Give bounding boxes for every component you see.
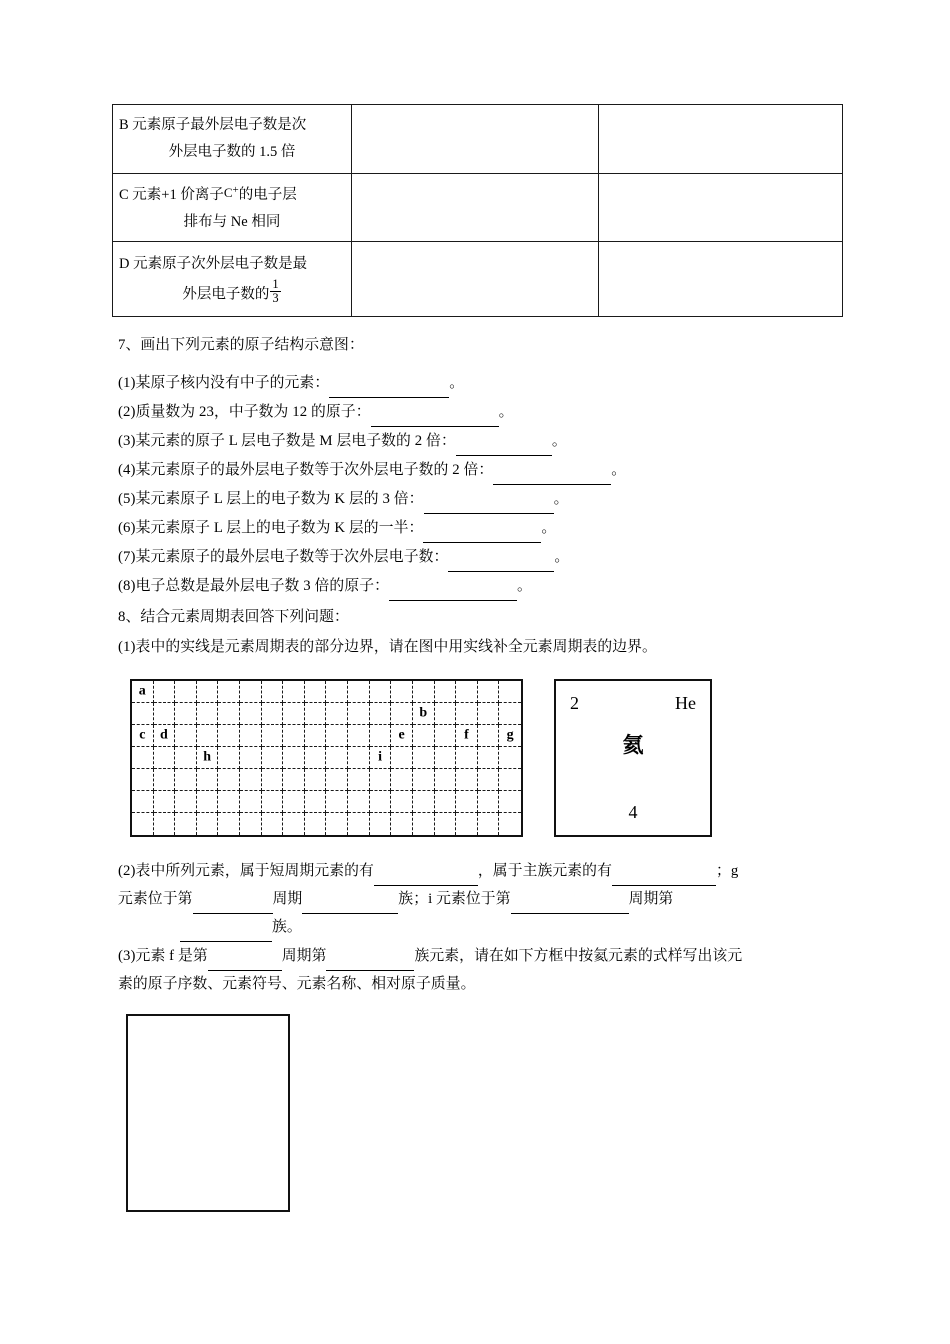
- periodic-cell-r7-c3[interactable]: [175, 813, 197, 835]
- periodic-cell-r2-c12[interactable]: [370, 703, 392, 725]
- question-8-part3-line2: 素的原子序数、元素符号、元素名称、相对原子质量。: [118, 976, 476, 992]
- periodic-cell-r3-c16[interactable]: [456, 725, 478, 747]
- periodic-cell-r6-c8[interactable]: [283, 791, 305, 813]
- conditions-table: [112, 104, 843, 317]
- q7-6-text: 某元素原子 L 层上的电子数为 K 层的一半：: [135, 520, 424, 536]
- periodic-cell-r3-c7[interactable]: [262, 725, 284, 747]
- periodic-cell-r6-c3[interactable]: [175, 791, 197, 813]
- periodic-cell-r7-c5[interactable]: [218, 813, 240, 835]
- periodic-cell-r7-c1[interactable]: [132, 813, 154, 835]
- q8-p2-seg4: 元素位于第: [118, 891, 193, 907]
- periodic-cell-r7-c7[interactable]: [262, 813, 284, 835]
- periodic-cell-r5-c12[interactable]: [370, 769, 392, 791]
- periodic-cell-r4-c18[interactable]: [499, 747, 521, 769]
- condition-d-prefix: 外层电子数的: [182, 286, 270, 303]
- periodic-cell-r3-c13[interactable]: [391, 725, 413, 747]
- periodic-cell-r2-c18[interactable]: [499, 703, 521, 725]
- periodic-cell-r5-c4[interactable]: [197, 769, 219, 791]
- q8-p2-seg6: 族；i 元素位于第: [398, 891, 511, 907]
- periodic-cell-r7-c17[interactable]: [478, 813, 500, 835]
- periodic-cell-r1-c1[interactable]: [132, 681, 154, 703]
- element-label-b: b: [419, 705, 428, 721]
- periodic-cell-r1-c15[interactable]: [435, 681, 457, 703]
- periodic-cell-r7-c2[interactable]: [154, 813, 176, 835]
- periodic-cell-r3-c1[interactable]: [132, 725, 154, 747]
- answer-cell-c-1[interactable]: [352, 174, 599, 242]
- q7-7-tail: 。: [554, 549, 570, 565]
- question-8-part1: (1)表中的实线是元素周期表的部分边界，请在图中用实线补全元素周期表的边界。: [118, 639, 657, 655]
- periodic-cell-r6-c10[interactable]: [326, 791, 348, 813]
- q8-p3-seg3: 族元素，请在如下方框中按氦元素的式样写出该元: [414, 948, 743, 964]
- periodic-grid-cells: [132, 681, 521, 835]
- answer-cell-b-1[interactable]: [352, 105, 599, 174]
- q8-p2-blank-3[interactable]: [193, 891, 273, 914]
- question-7-item-3: [118, 430, 567, 456]
- condition-c-suffix: 的电子层: [238, 186, 297, 203]
- fraction-one-third: [270, 278, 280, 305]
- element-label-a: a: [138, 683, 146, 699]
- question-8-part2-line1: [118, 860, 738, 886]
- periodic-cell-r5-c17[interactable]: [478, 769, 500, 791]
- periodic-cell-r6-c5[interactable]: [218, 791, 240, 813]
- periodic-cell-r2-c5[interactable]: [218, 703, 240, 725]
- condition-cell-c: [113, 174, 352, 242]
- condition-b-line1: B 元素原子最外层电子数是次: [119, 117, 307, 134]
- periodic-cell-r3-c12[interactable]: [370, 725, 392, 747]
- q7-3-tail: 。: [551, 433, 567, 449]
- periodic-cell-r7-c10[interactable]: [326, 813, 348, 835]
- question-7-stem: 7、画出下列元素的原子结构示意图：: [118, 337, 364, 353]
- q8-p2-seg7: 周期第: [628, 891, 674, 907]
- condition-b-line2: 外层电子数的 1.5 倍: [168, 144, 296, 160]
- q7-4-tail: 。: [611, 462, 627, 478]
- periodic-cell-r6-c1[interactable]: [132, 791, 154, 813]
- periodic-cell-r6-c16[interactable]: [456, 791, 478, 813]
- periodic-cell-r6-c7[interactable]: [262, 791, 284, 813]
- element-label-h: h: [203, 749, 212, 765]
- question-7-item-5: [118, 488, 569, 514]
- condition-c-prefix: C 元素+1 价离子: [119, 186, 224, 203]
- q7-8-blank[interactable]: [389, 578, 517, 601]
- q7-5-text: 某元素原子 L 层上的电子数为 K 层的 3 倍：: [135, 491, 424, 507]
- periodic-cell-r2-c8[interactable]: [283, 703, 305, 725]
- helium-reference-box: [554, 679, 712, 837]
- q7-8-text: 电子总数是最外层电子数 3 倍的原子：: [135, 578, 390, 594]
- periodic-cell-r6-c6[interactable]: [240, 791, 262, 813]
- q7-5-blank[interactable]: [424, 491, 554, 514]
- periodic-cell-r7-c4[interactable]: [197, 813, 219, 835]
- periodic-cell-r2-c1[interactable]: [132, 703, 154, 725]
- periodic-cell-r4-c2[interactable]: [154, 747, 176, 769]
- q7-4-label: (4): [118, 462, 136, 478]
- q7-1-blank[interactable]: [329, 375, 449, 398]
- periodic-cell-r7-c15[interactable]: [435, 813, 457, 835]
- periodic-cell-r1-c18[interactable]: [499, 681, 521, 703]
- q7-2-tail: 。: [498, 404, 514, 420]
- periodic-cell-r5-c18[interactable]: [499, 769, 521, 791]
- condition-c-line1: [117, 180, 347, 209]
- periodic-cell-r1-c12[interactable]: [370, 681, 392, 703]
- q7-3-text: 某元素的原子 L 层电子数是 M 层电子数的 2 倍：: [135, 433, 456, 449]
- periodic-cell-r3-c9[interactable]: [305, 725, 327, 747]
- table-row: [113, 174, 843, 242]
- periodic-cell-r6-c17[interactable]: [478, 791, 500, 813]
- periodic-cell-r1-c9[interactable]: [305, 681, 327, 703]
- helium-atomic-number: 2: [570, 693, 579, 713]
- periodic-cell-r1-c17[interactable]: [478, 681, 500, 703]
- q7-6-label: (6): [118, 520, 136, 536]
- periodic-cell-r6-c12[interactable]: [370, 791, 392, 813]
- q8-p2-blank-4[interactable]: [302, 891, 398, 914]
- periodic-cell-r1-c3[interactable]: [175, 681, 197, 703]
- question-7-item-6: [118, 517, 556, 543]
- periodic-cell-r5-c13[interactable]: [391, 769, 413, 791]
- periodic-cell-r4-c15[interactable]: [435, 747, 457, 769]
- q8-p3-seg2: 周期第: [281, 948, 327, 964]
- helium-relative-mass: 4: [628, 802, 638, 822]
- periodic-cell-r6-c9[interactable]: [305, 791, 327, 813]
- periodic-cell-r7-c11[interactable]: [348, 813, 370, 835]
- periodic-cell-r3-c17[interactable]: [478, 725, 500, 747]
- periodic-cell-r2-c11[interactable]: [348, 703, 370, 725]
- question-8-part2-line2: [118, 888, 673, 914]
- fraction-denominator: 3: [272, 290, 279, 305]
- periodic-cell-r2-c16[interactable]: [456, 703, 478, 725]
- periodic-cell-r3-c4[interactable]: [197, 725, 219, 747]
- periodic-cell-r2-c10[interactable]: [326, 703, 348, 725]
- periodic-cell-r4-c17[interactable]: [478, 747, 500, 769]
- condition-d-line2: [117, 278, 347, 308]
- periodic-cell-r6-c18[interactable]: [499, 791, 521, 813]
- q7-2-blank[interactable]: [371, 404, 499, 427]
- periodic-table-grid[interactable]: [130, 679, 523, 837]
- helium-chinese-name: 氦: [622, 733, 644, 757]
- helium-symbol: He: [675, 693, 696, 713]
- element-label-f: f: [464, 727, 469, 743]
- periodic-cell-r3-c18[interactable]: [499, 725, 521, 747]
- element-label-i: i: [378, 749, 382, 765]
- periodic-cell-r7-c13[interactable]: [391, 813, 413, 835]
- q8-p2-seg3: ；g: [715, 863, 739, 879]
- answer-cell-d-1[interactable]: [352, 242, 599, 317]
- condition-cell-d: [113, 242, 352, 317]
- periodic-cell-r1-c6[interactable]: [240, 681, 262, 703]
- question-7-item-4: [118, 459, 626, 485]
- periodic-cell-r5-c8[interactable]: [283, 769, 305, 791]
- periodic-cell-r5-c11[interactable]: [348, 769, 370, 791]
- condition-c-line2: 排布与 Ne 相同: [183, 213, 281, 230]
- periodic-cell-r7-c12[interactable]: [370, 813, 392, 835]
- q8-p2-blank-5[interactable]: [511, 891, 629, 914]
- condition-d-line1: D 元素原子次外层电子数是最: [119, 256, 308, 273]
- periodic-cell-r4-c1[interactable]: [132, 747, 154, 769]
- element-label-d: d: [160, 727, 168, 743]
- periodic-cell-r2-c14[interactable]: [413, 703, 435, 725]
- periodic-cell-r4-c5[interactable]: [218, 747, 240, 769]
- q8-p2-blank-1[interactable]: [374, 863, 478, 886]
- element-label-g: g: [506, 727, 514, 743]
- periodic-cell-r6-c13[interactable]: [391, 791, 413, 813]
- periodic-cell-r7-c16[interactable]: [456, 813, 478, 835]
- periodic-cell-r1-c11[interactable]: [348, 681, 370, 703]
- q7-7-label: (7): [118, 549, 136, 565]
- element-label-e: e: [398, 727, 405, 743]
- q7-4-text: 某元素原子的最外层电子数等于次外层电子数的 2 倍：: [135, 462, 494, 478]
- periodic-cell-r3-c14[interactable]: [413, 725, 435, 747]
- periodic-cell-r6-c15[interactable]: [435, 791, 457, 813]
- q7-3-blank[interactable]: [456, 433, 552, 456]
- periodic-cell-r3-c8[interactable]: [283, 725, 305, 747]
- q7-1-text: 某原子核内没有中子的元素：: [135, 375, 330, 391]
- q7-2-text: 质量数为 23，中子数为 12 的原子：: [135, 404, 371, 420]
- q7-3-label: (3): [118, 433, 136, 449]
- periodic-cell-r2-c3[interactable]: [175, 703, 197, 725]
- periodic-cell-r4-c12[interactable]: [370, 747, 392, 769]
- periodic-cell-r2-c4[interactable]: [197, 703, 219, 725]
- q7-1-tail: 。: [449, 375, 465, 391]
- periodic-cell-r5-c5[interactable]: [218, 769, 240, 791]
- periodic-cell-r1-c13[interactable]: [391, 681, 413, 703]
- periodic-cell-r4-c8[interactable]: [283, 747, 305, 769]
- question-8-part2-line3: [180, 916, 302, 942]
- periodic-cell-r1-c16[interactable]: [456, 681, 478, 703]
- q8-p2-seg2: ，属于主族元素的有: [477, 863, 612, 879]
- question-7-item-7: [118, 546, 569, 572]
- periodic-cell-r4-c4[interactable]: [197, 747, 219, 769]
- periodic-cell-r4-c7[interactable]: [262, 747, 284, 769]
- q8-p2-seg1: (2)表中所列元素，属于短周期元素的有: [118, 863, 374, 879]
- q8-p3-blank-1[interactable]: [208, 948, 282, 971]
- q7-2-label: (2): [118, 404, 136, 420]
- answer-cell-c-2[interactable]: [599, 174, 843, 242]
- q8-p2-seg8: 族。: [272, 919, 302, 935]
- periodic-cell-r5-c9[interactable]: [305, 769, 327, 791]
- periodic-cell-r2-c6[interactable]: [240, 703, 262, 725]
- q8-p2-blank-6[interactable]: [180, 919, 272, 942]
- periodic-cell-r1-c14[interactable]: [413, 681, 435, 703]
- q7-5-tail: 。: [553, 491, 569, 507]
- periodic-cell-r2-c9[interactable]: [305, 703, 327, 725]
- q7-5-label: (5): [118, 491, 136, 507]
- periodic-cell-r2-c13[interactable]: [391, 703, 413, 725]
- fraction-numerator: 1: [272, 276, 279, 291]
- periodic-cell-r5-c7[interactable]: [262, 769, 284, 791]
- condition-cell-b: [113, 105, 352, 174]
- element-answer-box[interactable]: [126, 1014, 290, 1212]
- periodic-cell-r1-c5[interactable]: [218, 681, 240, 703]
- ion-symbol: C: [223, 184, 233, 200]
- table-row: [113, 105, 843, 174]
- question-8-part3-line1: [118, 945, 742, 971]
- element-label-c: c: [139, 727, 146, 743]
- periodic-cell-r6-c11[interactable]: [348, 791, 370, 813]
- periodic-cell-r4-c10[interactable]: [326, 747, 348, 769]
- question-7-item-1: [118, 372, 464, 398]
- answer-cell-d-2[interactable]: [599, 242, 843, 317]
- periodic-cell-r1-c4[interactable]: [197, 681, 219, 703]
- periodic-cell-r4-c16[interactable]: [456, 747, 478, 769]
- periodic-cell-r4-c11[interactable]: [348, 747, 370, 769]
- periodic-cell-r3-c3[interactable]: [175, 725, 197, 747]
- periodic-cell-r4-c3[interactable]: [175, 747, 197, 769]
- periodic-cell-r6-c14[interactable]: [413, 791, 435, 813]
- periodic-cell-r7-c6[interactable]: [240, 813, 262, 835]
- question-7-item-2: [118, 401, 514, 427]
- q8-p3-blank-2[interactable]: [326, 948, 414, 971]
- periodic-cell-r2-c17[interactable]: [478, 703, 500, 725]
- periodic-cell-r1-c2[interactable]: [154, 681, 176, 703]
- periodic-cell-r3-c2[interactable]: [154, 725, 176, 747]
- periodic-cell-r5-c10[interactable]: [326, 769, 348, 791]
- q8-p2-seg5: 周期: [272, 891, 303, 907]
- periodic-cell-r6-c2[interactable]: [154, 791, 176, 813]
- question-7-item-8: [118, 575, 532, 601]
- periodic-cell-r5-c14[interactable]: [413, 769, 435, 791]
- periodic-cell-r5-c6[interactable]: [240, 769, 262, 791]
- ion-charge: +: [232, 184, 239, 196]
- periodic-cell-r7-c8[interactable]: [283, 813, 305, 835]
- periodic-cell-r6-c4[interactable]: [197, 791, 219, 813]
- periodic-cell-r2-c2[interactable]: [154, 703, 176, 725]
- periodic-cell-r4-c13[interactable]: [391, 747, 413, 769]
- periodic-cell-r2-c7[interactable]: [262, 703, 284, 725]
- periodic-cell-r4-c9[interactable]: [305, 747, 327, 769]
- periodic-cell-r7-c14[interactable]: [413, 813, 435, 835]
- periodic-cell-r7-c9[interactable]: [305, 813, 327, 835]
- q7-7-blank[interactable]: [448, 549, 554, 572]
- periodic-cell-r3-c11[interactable]: [348, 725, 370, 747]
- periodic-cell-r3-c6[interactable]: [240, 725, 262, 747]
- periodic-cell-r5-c3[interactable]: [175, 769, 197, 791]
- periodic-cell-r5-c16[interactable]: [456, 769, 478, 791]
- q7-8-label: (8): [118, 578, 136, 594]
- periodic-cell-r3-c10[interactable]: [326, 725, 348, 747]
- q7-1-label: (1): [118, 375, 136, 391]
- periodic-cell-r4-c6[interactable]: [240, 747, 262, 769]
- q7-6-blank[interactable]: [423, 520, 541, 543]
- periodic-cell-r1-c10[interactable]: [326, 681, 348, 703]
- answer-cell-b-2[interactable]: [599, 105, 843, 174]
- periodic-cell-r5-c2[interactable]: [154, 769, 176, 791]
- periodic-cell-r1-c7[interactable]: [262, 681, 284, 703]
- periodic-cell-r7-c18[interactable]: [499, 813, 521, 835]
- periodic-cell-r2-c15[interactable]: [435, 703, 457, 725]
- periodic-cell-r5-c15[interactable]: [435, 769, 457, 791]
- q7-8-tail: 。: [517, 578, 532, 594]
- q8-p3-seg1: (3)元素 f 是第: [118, 948, 208, 964]
- periodic-cell-r5-c1[interactable]: [132, 769, 154, 791]
- table-row: [113, 242, 843, 317]
- q8-p2-blank-2[interactable]: [612, 863, 716, 886]
- periodic-cell-r1-c8[interactable]: [283, 681, 305, 703]
- periodic-cell-r3-c15[interactable]: [435, 725, 457, 747]
- periodic-cell-r3-c5[interactable]: [218, 725, 240, 747]
- periodic-cell-r4-c14[interactable]: [413, 747, 435, 769]
- question-8-stem: 8、结合元素周期表回答下列问题：: [118, 609, 349, 625]
- q7-7-text: 某元素原子的最外层电子数等于次外层电子数：: [135, 549, 449, 565]
- q7-6-tail: 。: [541, 520, 557, 536]
- q7-4-blank[interactable]: [493, 462, 611, 485]
